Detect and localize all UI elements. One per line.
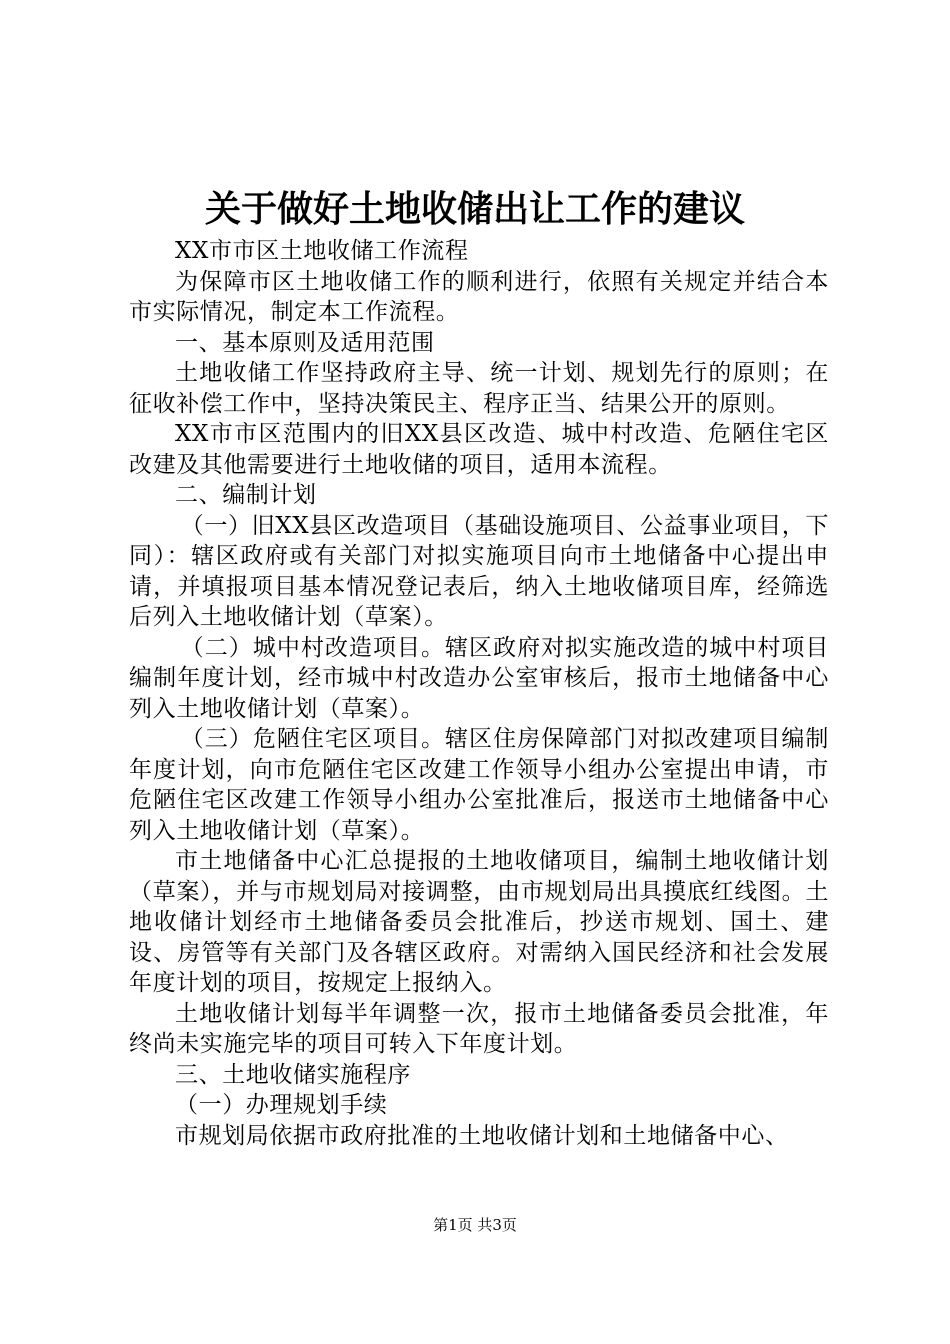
document-title: 关于做好土地收储出让工作的建议 <box>204 188 745 230</box>
paragraph-plan-compilation: 市土地储备中心汇总提报的土地收储项目，编制土地收储计划（草案），并与市规划局对接调整，由市规划局出具摸底红线图。土地收储计划经市土地储备委员会批准后，抄送市规划、国土、建设、房管等有关部门及各辖区政府。对需纳入国民经济和社会发展年度计划的项目，按规定上报纳入。 <box>129 848 829 996</box>
paragraph-plan-adjustment: 土地收储计划每半年调整一次，报市土地储备委员会批准，年终尚未实施完毕的项目可转入下年度计划。 <box>129 1000 829 1057</box>
paragraph-principles: 土地收储工作坚持政府主导、统一计划、规划先行的原则；在征收补偿工作中，坚持决策民主、程序正当、结果公开的原则。 <box>129 360 829 417</box>
paragraph-urban-village-projects: （二）城中村改造项目。辖区政府对拟实施改造的城中村项目编制年度计划，经市城中村改造办公室审核后，报市土地储备中心列入土地收储计划（草案）。 <box>129 634 829 722</box>
document-body <box>129 236 829 1151</box>
paragraph-planning-bureau: 市规划局依据市政府批准的土地收储计划和土地储备中心、 <box>175 1122 789 1149</box>
paragraph-dilapidated-housing-projects: （三）危陋住宅区项目。辖区住房保障部门对拟改建项目编制年度计划，向市危陋住宅区改建工作领导小组办公室提出申请，市危陋住宅区改建工作领导小组办公室批准后，报送市土地储备中心列入土地收储计划（草案）。 <box>129 726 829 844</box>
paragraph-old-district-projects: （一）旧XX县区改造项目（基础设施项目、公益事业项目，下同）：辖区政府或有关部门对拟实施项目向市土地储备中心提出申请，并填报项目基本情况登记表后，纳入土地收储项目库，经筛选后列入土地收储计划（草案）。 <box>129 512 829 630</box>
paragraph-scope: XX市市区范围内的旧XX县区改造、城中村改造、危陋住宅区改建及其他需要进行土地收储的项目，适用本流程。 <box>129 421 829 478</box>
section-heading-planning: 二、编制计划 <box>175 482 317 508</box>
page-number-footer: 第1页 共3页 <box>433 1216 517 1234</box>
subsection-heading-planning-procedures: （一）办理规划手续 <box>175 1092 388 1118</box>
paragraph-purpose: 为保障市区土地收储工作的顺利进行，依照有关规定并结合本市实际情况，制定本工作流程。 <box>129 268 829 325</box>
section-heading-principles: 一、基本原则及适用范围 <box>175 329 435 356</box>
section-heading-implementation: 三、土地收储实施程序 <box>175 1061 411 1088</box>
paragraph-workflow-heading: XX市市区土地收储工作流程 <box>175 238 469 264</box>
